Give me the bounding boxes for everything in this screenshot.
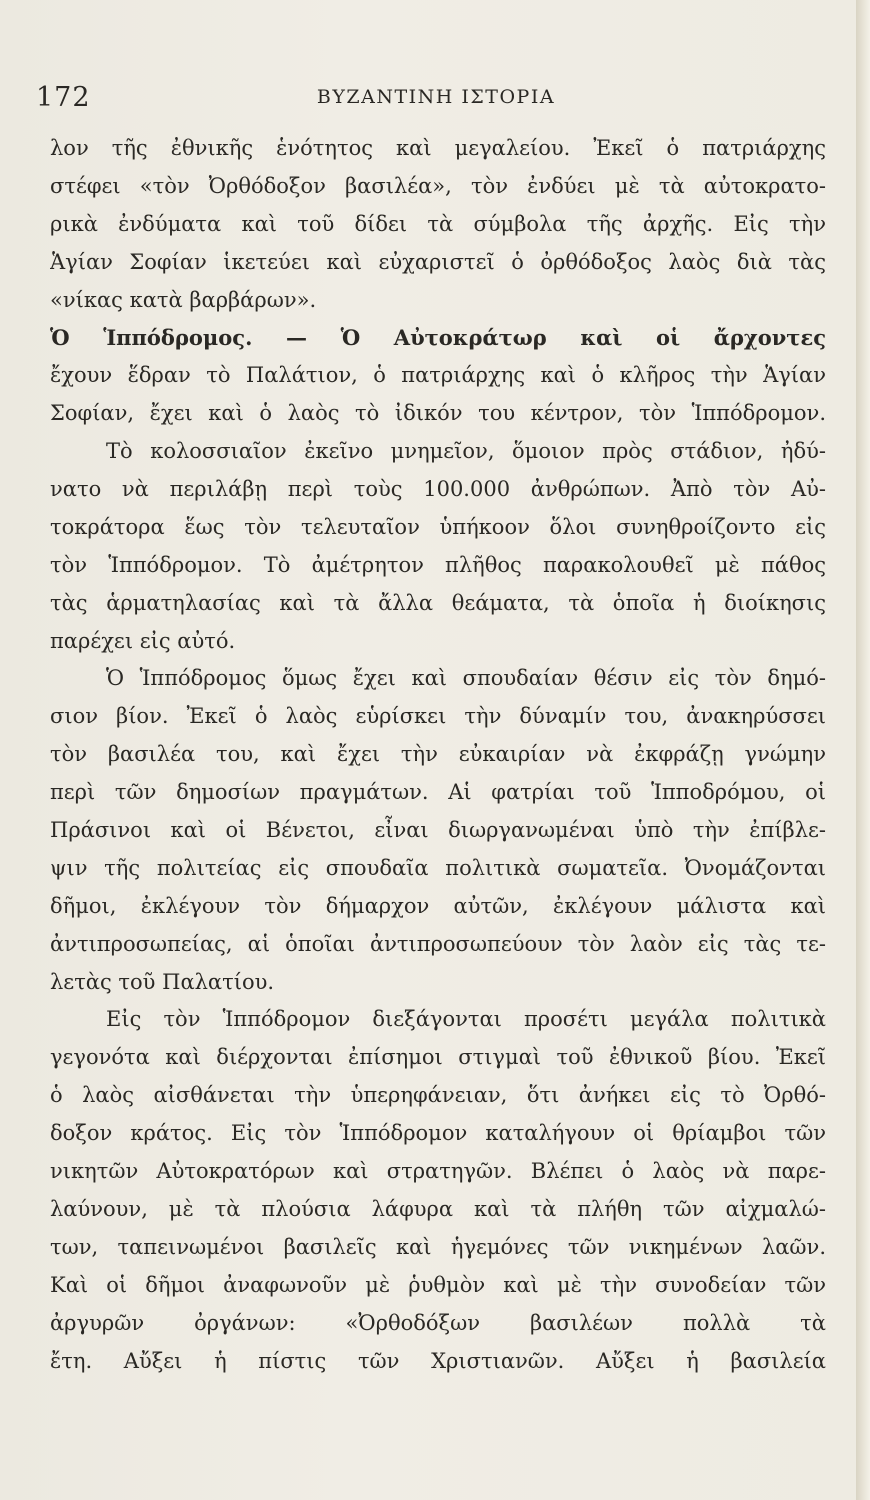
text-line: τὸν βασιλέα του, καὶ ἔχει τὴν εὐκαιρίαν νὰ ἐκφράζῃ γνώμην	[50, 742, 826, 767]
text-line: δοξον κράτος. Εἰς τὸν Ἱππόδρομον καταλήγουν οἱ θρίαμβοι τῶν	[50, 1121, 826, 1146]
text-line: στέφει «τὸν Ὀρθόδοξον βασιλέα», τὸν ἐνδύει μὲ τὰ αὐτοκρατο-	[50, 173, 826, 198]
text-line: ἔτη. Αὔξει ἡ πίστις τῶν Χριστιανῶν. Αὔξει ἡ βασιλεία	[50, 1348, 826, 1373]
text-line: Πράσινοι καὶ οἱ Βένετοι, εἶναι διωργανωμέναι ὑπὸ τὴν ἐπίβλε-	[50, 818, 826, 843]
text-line: περὶ τῶν δημοσίων πραγμάτων. Αἱ φατρίαι τοῦ Ἱπποδρόμου, οἱ	[50, 780, 826, 805]
text-line: Καὶ οἱ δῆμοι ἀναφωνοῦν μὲ ῥυθμὸν καὶ μὲ τὴν συνοδείαν τῶν	[50, 1272, 826, 1297]
text-line: «νίκας κατὰ βαρβάρων».	[50, 287, 317, 312]
text-line: ἔχουν ἕδραν τὸ Παλάτιον, ὁ πατριάρχης καὶ ὁ κλῆρος τὴν Ἁγίαν	[50, 363, 826, 388]
text-line: τὸν Ἱππόδρομον. Τὸ ἀμέτρητον πλῆθος παρακολουθεῖ μὲ πάθος	[50, 552, 826, 577]
text-line: ψιν τῆς πολιτείας εἰς σπουδαῖα πολιτικὰ σωματεῖα. Ὀνομάζονται	[50, 855, 826, 880]
text-line: ρικὰ ἐνδύματα καὶ τοῦ δίδει τὰ σύμβολα τῆς ἀρχῆς. Εἰς τὴν	[50, 211, 826, 236]
text-line: ἀντιπροσωπείας, αἱ ὁποῖαι ἀντιπροσωπεύουν τὸν λαὸν εἰς τὰς τε-	[50, 931, 826, 956]
running-title: ΒΥΖΑΝΤΙΝΗ ΙΣΤΟΡΙΑ	[316, 86, 556, 108]
text-line: παρέχει εἰς αὐτό.	[50, 628, 236, 653]
page-edge	[856, 0, 870, 1500]
text-line: νατο νὰ περιλάβῃ περὶ τοὺς 100.000 ἀνθρώπων. Ἀπὸ τὸν Αὐ-	[50, 477, 826, 502]
section-heading-line: Ὁ Ἱππόδρομος. — Ὁ Αὐτοκράτωρ καὶ οἱ ἄρχοντες	[50, 325, 826, 351]
text-line: σιον βίον. Ἐκεῖ ὁ λαὸς εὑρίσκει τὴν δύναμίν του, ἀνακηρύσσει	[50, 704, 826, 729]
text-line: λον τῆς ἐθνικῆς ἑνότητος καὶ μεγαλείου. Ἐκεῖ ὁ πατριάρχης	[50, 136, 826, 160]
text-line: Εἰς τὸν Ἱππόδρομον διεξάγονται προσέτι μεγάλα πολιτικὰ	[106, 1007, 826, 1032]
page-header	[36, 82, 836, 118]
text-line: γεγονότα καὶ διέρχονται ἐπίσημοι στιγμαὶ τοῦ ἐθνικοῦ βίου. Ἐκεῖ	[50, 1045, 826, 1070]
text-line: ἀργυρῶν ὀργάνων: «Ὀρθοδόξων βασιλέων πολλὰ τὰ	[50, 1310, 826, 1335]
text-line: Τὸ κολοσσιαῖον ἐκεῖνο μνημεῖον, ὅμοιον πρὸς στάδιον, ἠδύ-	[106, 439, 826, 464]
text-line: λαύνουν, μὲ τὰ πλούσια λάφυρα καὶ τὰ πλήθη τῶν αἰχμαλώ-	[50, 1196, 826, 1221]
text-line: Ὁ Ἱππόδρομος ὅμως ἔχει καὶ σπουδαίαν θέσιν εἰς τὸν δημό-	[106, 666, 826, 691]
body-text	[50, 130, 826, 1380]
text-line: των, ταπεινωμένοι βασιλεῖς καὶ ἡγεμόνες τῶν νικημένων λαῶν.	[50, 1234, 826, 1259]
text-line: νικητῶν Αὐτοκρατόρων καὶ στρατηγῶν. Βλέπει ὁ λαὸς νὰ παρε-	[50, 1159, 826, 1184]
text-line: Ἁγίαν Σοφίαν ἱκετεύει καὶ εὐχαριστεῖ ὁ ὀρθόδοξος λαὸς διὰ τὰς	[50, 249, 826, 274]
text-line: Σοφίαν, ἔχει καὶ ὁ λαὸς τὸ ἰδικόν του κέντρον, τὸν Ἱππόδρομον.	[50, 401, 826, 426]
text-line: τοκράτορα ἕως τὸν τελευταῖον ὑπήκοον ὅλοι συνηθροίζοντο εἰς	[50, 514, 826, 539]
page-number: 172	[36, 82, 91, 113]
text-line: λετὰς τοῦ Παλατίου.	[50, 969, 275, 994]
text-line: ὁ λαὸς αἰσθάνεται τὴν ὑπερηφάνειαν, ὅτι ἀνήκει εἰς τὸ Ὀρθό-	[50, 1083, 826, 1108]
text-line: τὰς ἁρματηλασίας καὶ τὰ ἄλλα θεάματα, τὰ ὁποῖα ἡ διοίκησις	[50, 590, 826, 615]
text-line: δῆμοι, ἐκλέγουν τὸν δήμαρχον αὐτῶν, ἐκλέγουν μάλιστα καὶ	[50, 893, 826, 918]
